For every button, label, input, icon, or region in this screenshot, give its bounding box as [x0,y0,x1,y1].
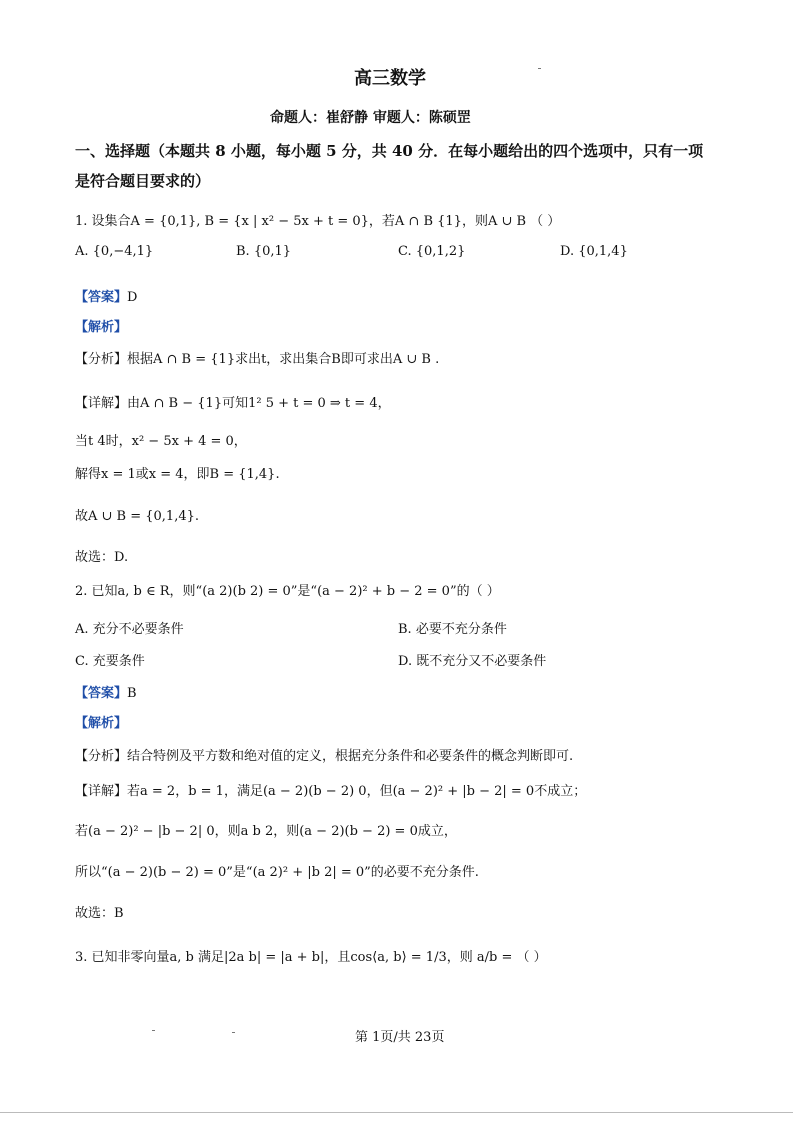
answer-value: D [127,290,138,305]
q2-stem: 2. 已知a, b ∈ R，则“(a 2)(b 2) = 0”是“(a − 2)² + b − 2 = 0”的（ ） [75,584,500,599]
q2-answer-row [75,682,137,701]
q1-detail-4: 故A ∪ B = {0,1,4}. [75,509,200,524]
q1-option-b: B. {0,1} [236,244,292,259]
fenxi-text: 根据A ∩ B = {1}求出t，求出集合B即可求出A ∪ B . [127,352,440,367]
q1-option-a: A. {0,−4,1} [75,244,154,259]
page-bottom-rule [0,1112,793,1113]
answer-tag: 【答案】 [75,686,128,701]
q2-option-a: A. 充分不必要条件 [75,622,184,637]
q1-conclusion: 故选：D. [75,550,129,565]
q2-option-c: C. 充要条件 [75,654,145,669]
q3-stem: 3. 已知非零向量a, b 满足|2a b| = |a + b|，且cos⟨a, b⟩ = 1/3，则 a/b = （ ） [75,950,547,965]
fenxi-tag: 【分析】 [75,352,128,367]
q2-analysis-tag: 【解析】 [75,716,128,731]
q2-fenxi-row [75,745,573,764]
q1-option-d: D. {0,1,4} [560,244,628,259]
section-heading-line2: 是符合题目要求的） [75,172,211,190]
decorative-dot [152,1030,155,1031]
authors-line: 命题人：崔舒静 审题人：陈硕罡 [270,110,471,126]
q1-fenxi-row [75,348,439,367]
q1-analysis-tag: 【解析】 [75,320,128,335]
answer-tag: 【答案】 [75,290,128,305]
q2-detail-row [75,780,586,799]
fenxi-tag: 【分析】 [75,749,128,764]
decorative-dot [538,68,541,69]
q2-detail-3: 所以“(a − 2)(b − 2) = 0”是“(a 2)² + |b 2| = 0”的必要不充分条件. [75,865,479,880]
q1-stem: 1. 设集合A = {0,1}, B = {x | x² − 5x + t = 0}，若A ∩ B {1}，则A ∪ B （ ） [75,214,561,229]
page-title: 高三数学 [354,68,426,89]
detail-text: 由A ∩ B − {1}可知1² 5 + t = 0 ⇒ t = 4， [127,396,391,411]
q2-conclusion: 故选：B [75,906,124,921]
answer-value: B [127,686,137,701]
page-number: 第 1页/共 23页 [355,1030,445,1045]
q1-answer-row [75,286,137,305]
q1-detail-3: 解得x = 1或x = 4，即B = {1,4}. [75,467,280,482]
q1-detail-row [75,392,391,411]
detail-tag: 【详解】 [75,784,128,799]
q1-detail-2: 当t 4时，x² − 5x + 4 = 0， [75,434,247,449]
detail-tag: 【详解】 [75,396,128,411]
section-heading-line1: 一、选择题（本题共 8 小题，每小题 5 分，共 40 分．在每小题给出的四个选项中，只有一项 [75,142,704,160]
decorative-dot [232,1032,235,1033]
detail-text: 若a = 2，b = 1，满足(a − 2)(b − 2) 0，但(a − 2)² + |b − 2| = 0不成立； [127,784,587,799]
q2-detail-2: 若(a − 2)² − |b − 2| 0，则a b 2，则(a − 2)(b − 2) = 0成立， [75,824,457,839]
q2-option-b: B. 必要不充分条件 [398,622,507,637]
q2-option-d: D. 既不充分又不必要条件 [398,654,547,669]
fenxi-text: 结合特例及平方数和绝对值的定义，根据充分条件和必要条件的概念判断即可. [127,749,574,764]
q1-option-c: C. {0,1,2} [398,244,466,259]
